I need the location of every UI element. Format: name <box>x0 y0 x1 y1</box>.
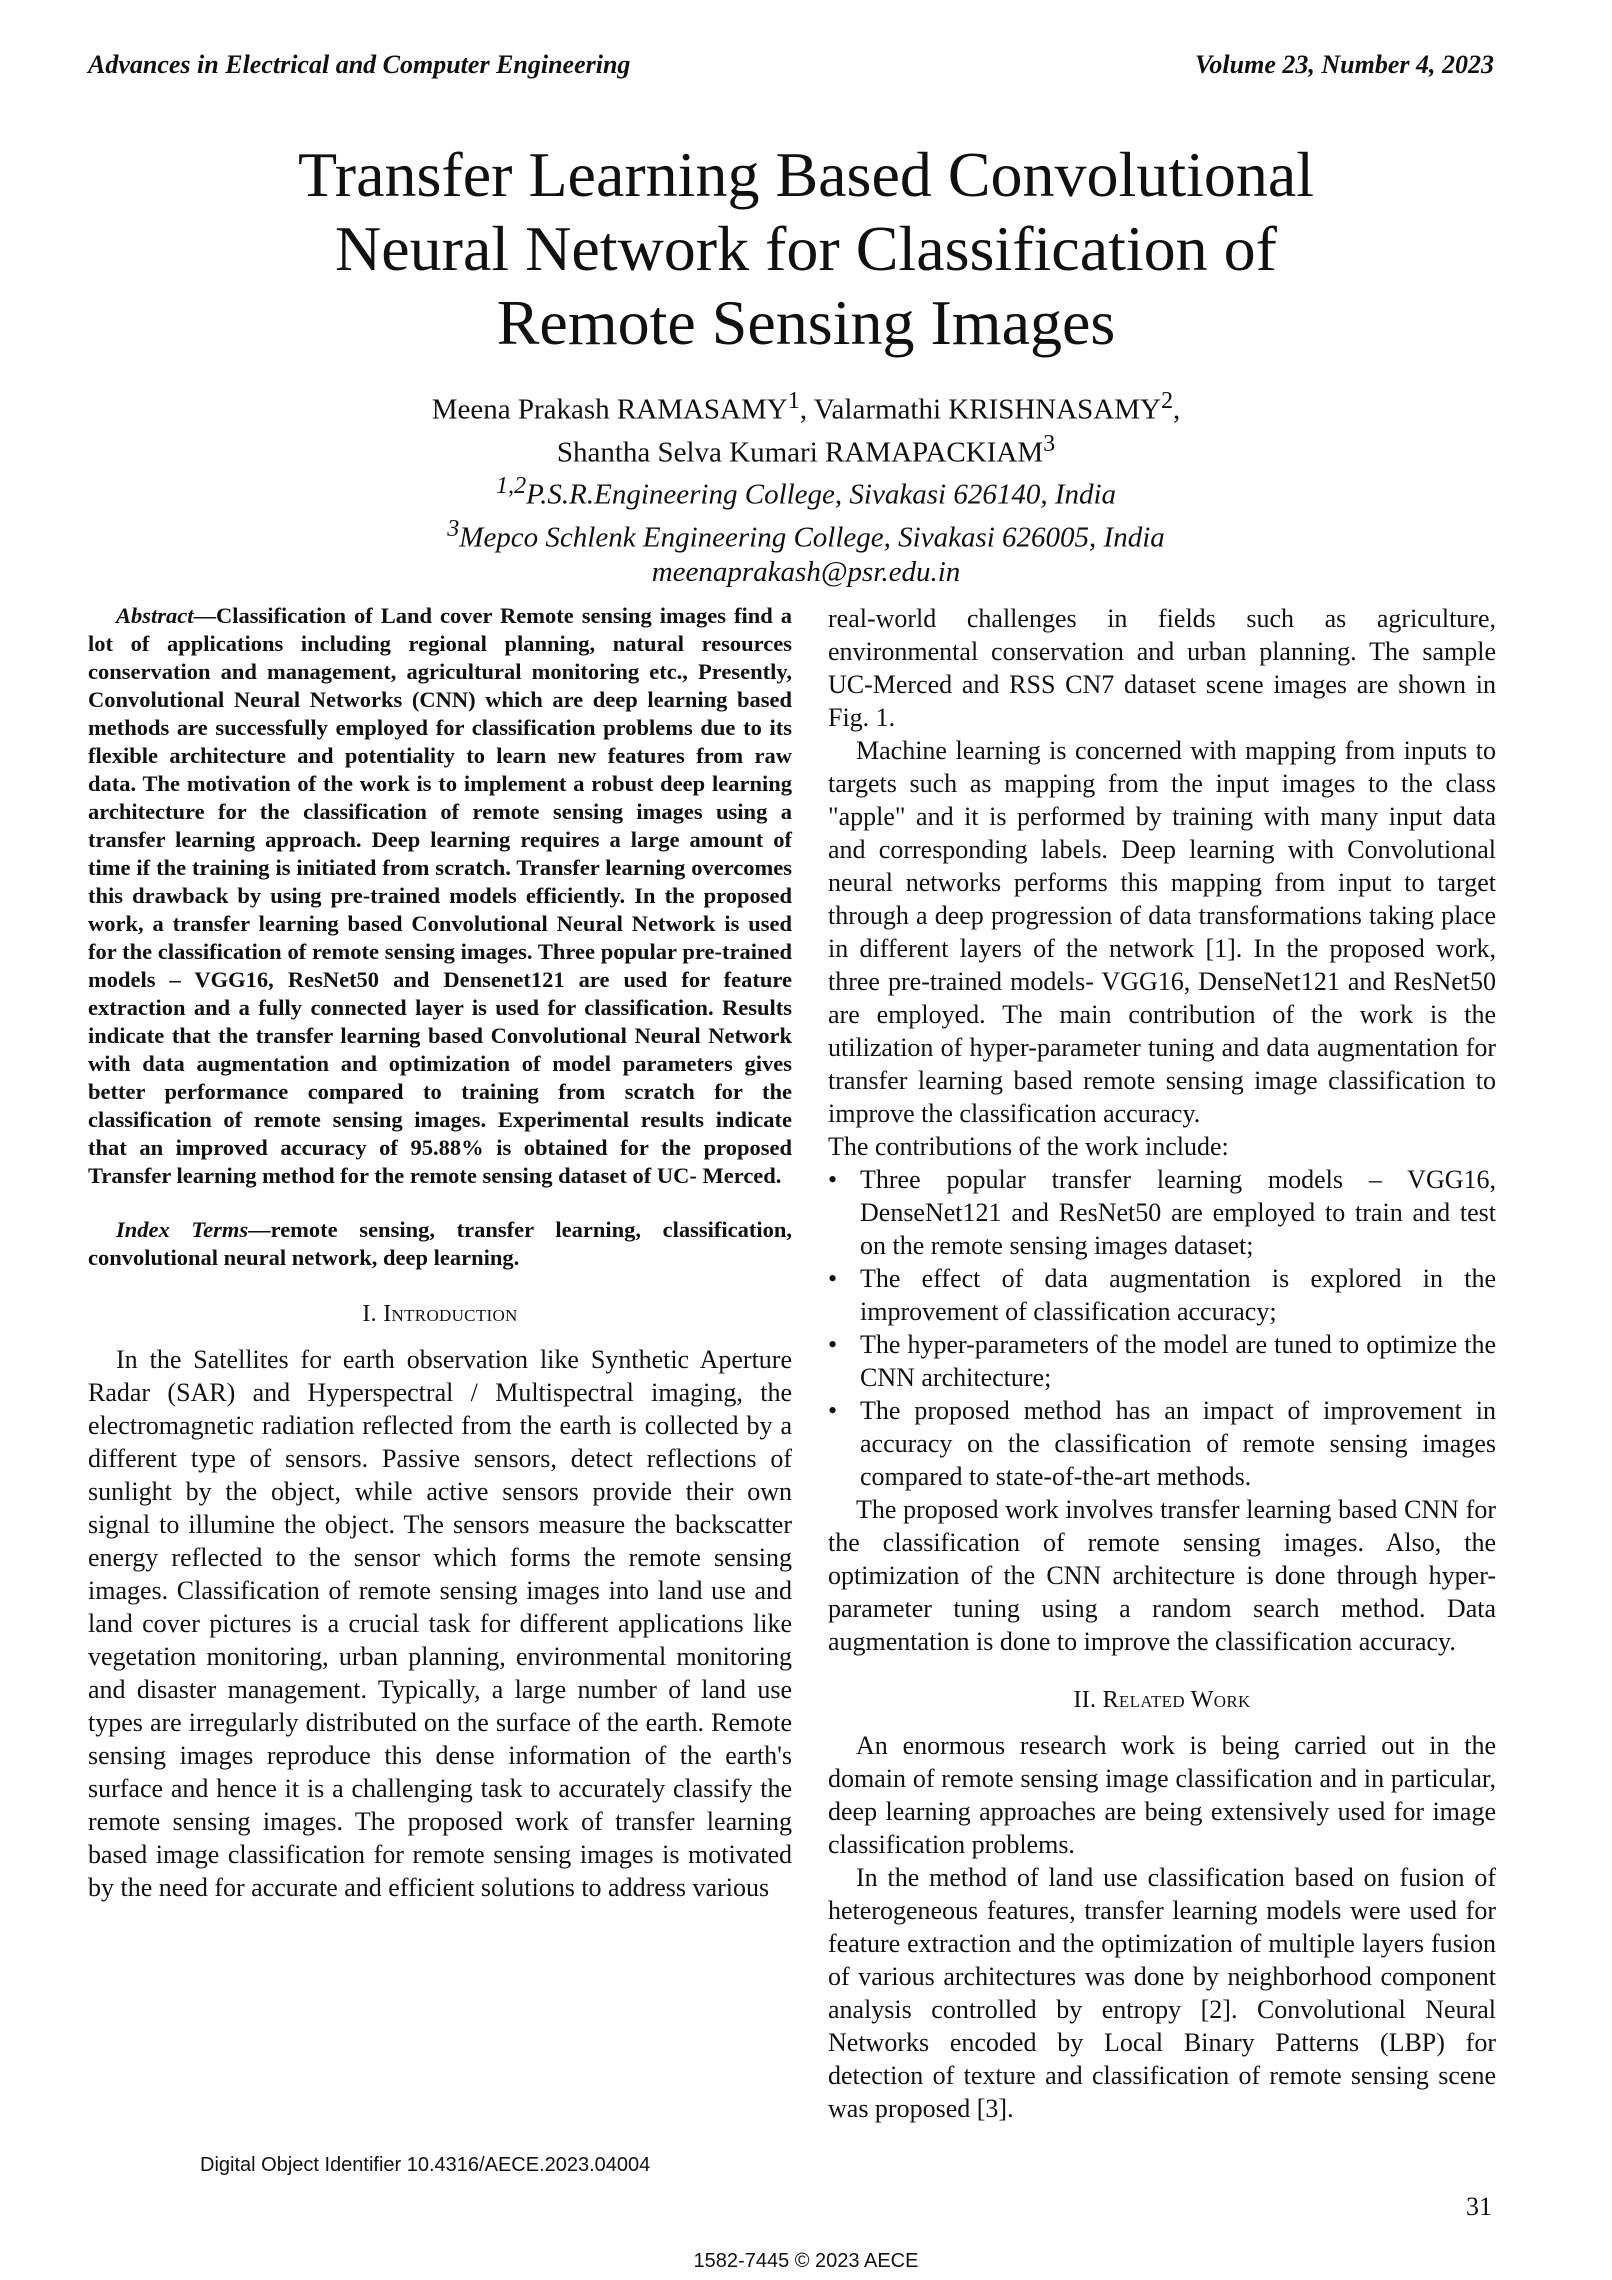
contributions-list <box>828 1163 1496 1493</box>
section-heading-introduction: I. Introduction <box>362 1301 518 1327</box>
page-number: 31 <box>1466 2192 1492 2221</box>
volume-info: Volume 23, Number 4, 2023 <box>1194 50 1494 79</box>
intro-paragraph-1-continued: real-world challenges in fields such as agriculture, environmental conservation and urban planning. The sample UC-Merced and RSS CN7 dataset scene images are shown in Fig. 1. <box>828 604 1496 732</box>
affiliation-2: $^3$Mepco Schlenk Engineering College, Sivakasi 626005, India <box>447 514 1165 554</box>
intro-paragraph-1: In the Satellites for earth observation like Synthetic Aperture Radar (SAR) and Hyperspectral / Multispectral imaging, the electromagnetic radiation reflected from the earth is collected by a different type of sensors. Passive sensors, detect reflections of sunlight by the object, while active sensors provide their own signal to illumine the object. The sensors measure the backscatter energy reflected to the sensor which forms the remote sensing images. Classification of remote sensing images into land use and land cover pictures is a crucial task for different applications like vegetation monitoring, urban planning, environmental monitoring and disaster management. Typically, a large number of land use types are irregularly distributed on the surface of the earth. Remote sensing images reproduce this dense information of the earth's surface and hence it is a challenging task to accurately classify the remote sensing images. The proposed work of transfer learning based image classification for remote sensing images is motivated by the need for accurate and efficient solutions to address various <box>88 1345 792 1902</box>
intro-paragraph-3: The proposed work involves transfer learning based CNN for the classification of remote sensing images. Also, the optimization of the CNN architecture is done through hyper-parameter tuning using a random search method. Data augmentation is done to improve the classification accuracy. <box>828 1495 1496 1656</box>
abstract: Abstract—Classification of Land cover Remote sensing images find a lot of applications including regional planning, natural resources conservation and management, agricultural monitoring etc., Presently, Convolutional Neural Networks (CNN) which are deep learning based methods are successfully employed for classification problems due to its flexible architecture and potentiality to learn new features from raw data. The motivation of the work is to implement a robust deep learning architecture for the classification of remote sensing images using a transfer learning approach. Deep learning requires a large amount of time if the training is initiated from scratch. Transfer learning overcomes this drawback by using pre-trained models efficiently. In the proposed work, a transfer learning based Convolutional Neural Network is used for the classification of remote sensing images. Three popular pre-trained models – VGG16, ResNet50 and Densenet121 are used for feature extraction and a fully connected layer is used for classification. Results indicate that the transfer learning based Convolutional Neural Network with data augmentation and optimization of model parameters gives better performance compared to training from scratch for the classification of remote sensing images. Experimental results indicate that an improved accuracy of 95.88% is obtained for the proposed Transfer learning method for the remote sensing dataset of UC- Merced. <box>88 603 792 1188</box>
list-item: • The proposed method has an impact of improvement in accuracy on the classification of remote sensing images compared to state-of-the-art methods. <box>860 1394 1496 1493</box>
right-column <box>828 602 1496 2125</box>
index-terms-label: Index Terms <box>116 1217 249 1242</box>
index-terms-text: remote sensing, transfer learning, classification, convolutional neural network, deep learning. <box>88 1217 792 1270</box>
author-line-2: Shantha Selva Kumari RAMAPACKIAM$^3$ <box>556 429 1056 469</box>
title-line: Neural Network for Classification of <box>335 213 1277 284</box>
author-line-1: Meena Prakash RAMASAMY$^1$, Valarmathi KRISHNASAMY$^2$, <box>431 387 1181 426</box>
author-email[interactable]: meenaprakash@psr.edu.in <box>651 555 961 588</box>
title-line: Transfer Learning Based Convolutional <box>297 139 1315 210</box>
abstract-text: Classification of Land cover Remote sensing images find a lot of applications including regional planning, natural resources conservation and management, agricultural monitoring etc., Presently, Convolutional Neural Networks (CNN) which are deep learning based methods are successfully employed for classification problems due to its flexible architecture and potentiality to learn new features from raw data. The motivation of the work is to implement a robust deep learning architecture for the classification of remote sensing images using a transfer learning approach. Deep learning requires a large amount of time if the training is initiated from scratch. Transfer learning overcomes this drawback by using pre-trained models efficiently. In the proposed work, a transfer learning based Convolutional Neural Network is used for the classification of remote sensing images. Three popular pre-trained models – VGG16, ResNet50 and Densenet121 are used for feature extraction and a fully connected layer is used for classification. Results indicate that the transfer learning based Convolutional Neural Network with data augmentation and optimization of model parameters gives better performance compared to training from scratch for the classification of remote sensing images. Experimental results indicate that an improved accuracy of 95.88% is obtained for the proposed Transfer learning method for the remote sensing dataset of UC- Merced. <box>88 603 792 1188</box>
abstract-label: Abstract <box>116 603 194 628</box>
running-header <box>88 50 1494 80</box>
title-line: Remote Sensing Images <box>496 287 1116 358</box>
intro-paragraph-2: Machine learning is concerned with mapping from inputs to targets such as mapping from the input images to the class "apple" and it is performed by training with many input data and corresponding labels. Deep learning with Convolutional neural networks performs this mapping from input to target through a deep progression of data transformations taking place in different layers of the network [1]. In the proposed work, three pre-trained models- VGG16, DenseNet121 and ResNet50 are employed. The main contribution of the work is the utilization of hyper-parameter tuning and data augmentation for transfer learning based remote sensing image classification to improve the classification accuracy. <box>828 736 1496 1128</box>
related-paragraph-1: An enormous research work is being carried out in the domain of remote sensing image classification and in particular, deep learning approaches are being extensively used for image classification problems. <box>828 1731 1496 1859</box>
list-item: • The hyper-parameters of the model are tuned to optimize the CNN architecture; <box>860 1328 1496 1394</box>
doi-footer: Digital Object Identifier 10.4316/AECE.2023.04004 <box>200 2154 651 2176</box>
list-item: • Three popular transfer learning models – VGG16, DenseNet121 and ResNet50 are employed to train and test on the remote sensing images dataset; <box>860 1163 1496 1262</box>
section-heading-related-work: II. Related Work <box>1073 1687 1251 1713</box>
left-column <box>88 602 792 1904</box>
author-block <box>150 384 1462 589</box>
related-paragraph-2: In the method of land use classification based on fusion of heterogeneous features, transfer learning models were used for feature extraction and the optimization of multiple layers fusion of various architectures was done by neighborhood component analysis controlled by entropy [2]. Convolutional Neural Networks encoded by Local Binary Patterns (LBP) for detection of texture and classification of remote sensing scene was proposed [3]. <box>828 1863 1496 2123</box>
issn-footer: 1582-7445 © 2023 AECE <box>693 2250 919 2272</box>
contributions-intro: The contributions of the work include: <box>828 1132 1229 1161</box>
paper-title <box>150 138 1462 360</box>
affiliation-1: $^{1,2}$P.S.R.Engineering College, Sivakasi 626140, India <box>495 472 1117 511</box>
list-item: • The effect of data augmentation is explored in the improvement of classification accuracy; <box>860 1262 1496 1328</box>
index-terms: Index Terms—remote sensing, transfer learning, classification, convolutional neural network, deep learning. <box>88 1217 792 1270</box>
journal-name: Advances in Electrical and Computer Engineering <box>88 50 631 79</box>
